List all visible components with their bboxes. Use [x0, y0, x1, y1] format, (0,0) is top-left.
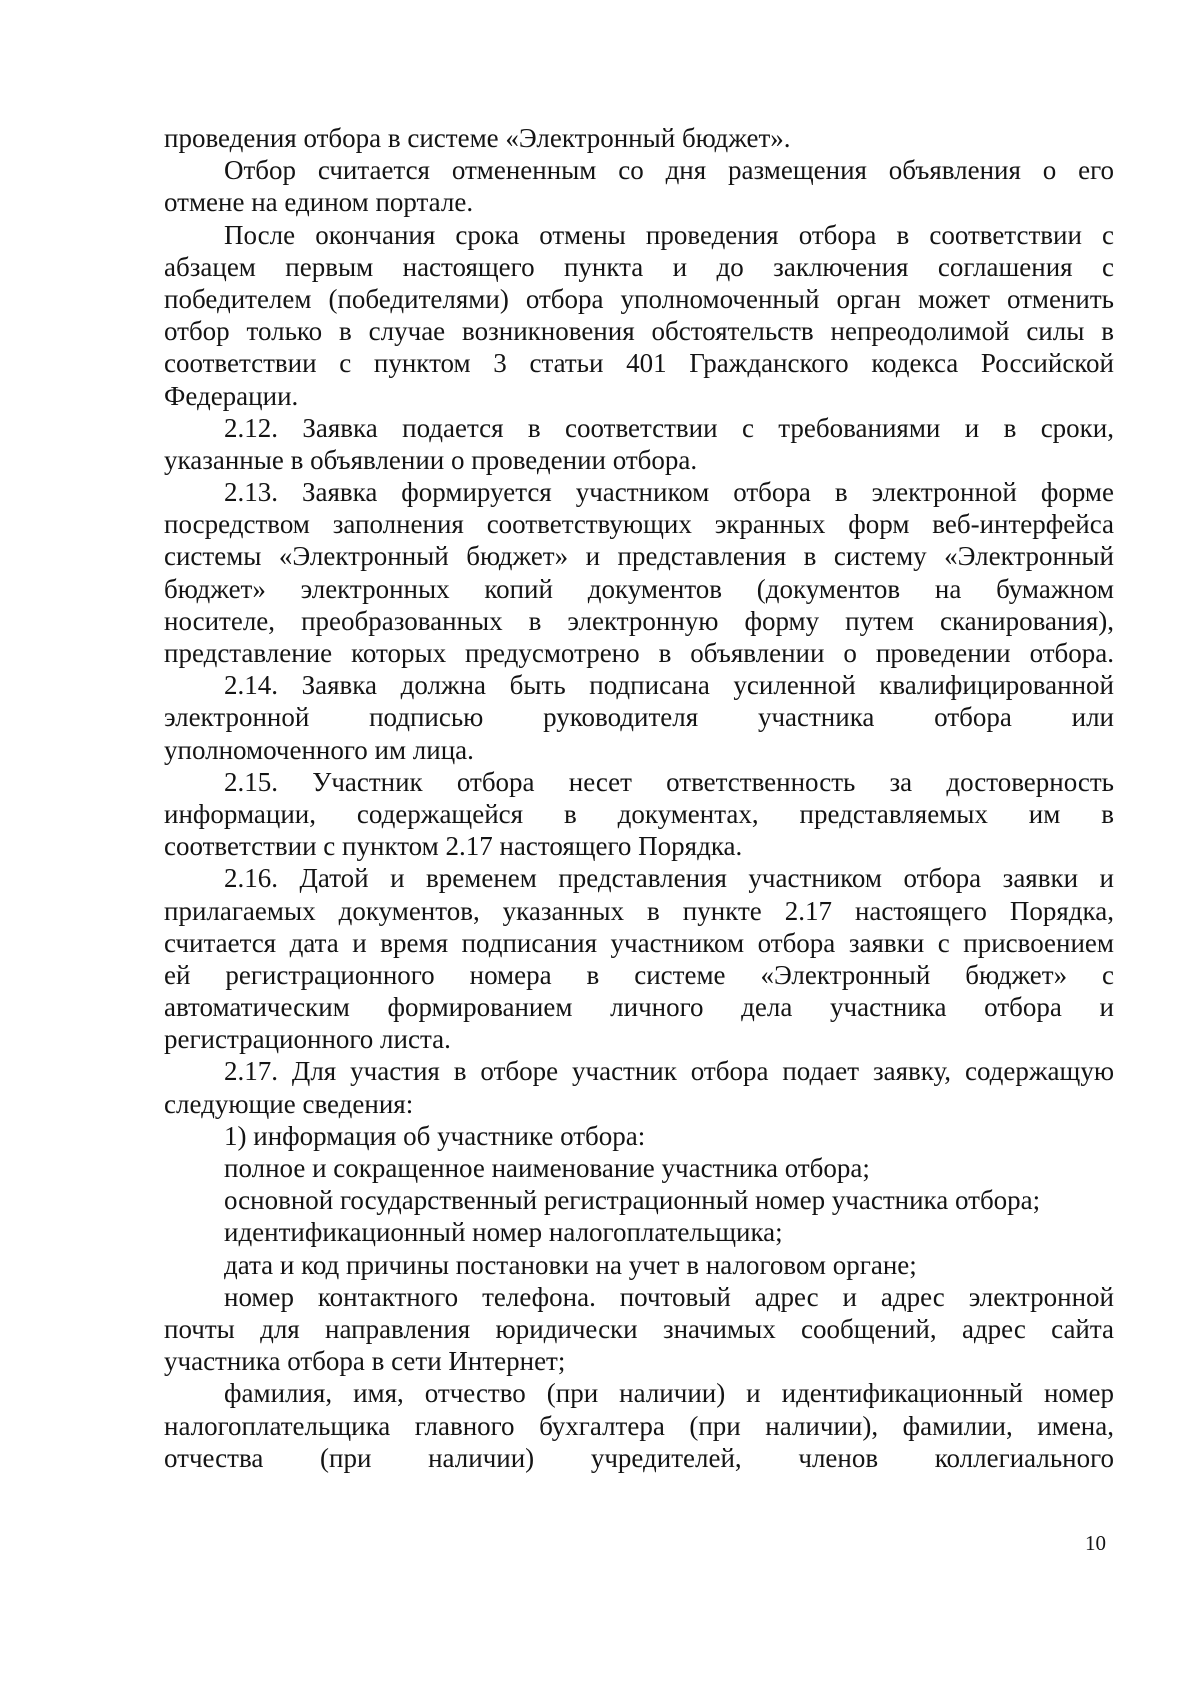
- text-line: номер контактного телефона. почтовый адрес и адрес электронной: [224, 1281, 1114, 1312]
- text-line: Отбор считается отмененным со дня размещения объявления о его: [224, 155, 1114, 186]
- text-line: абзацем первым настоящего пункта и до заключения соглашения с: [164, 251, 1114, 282]
- text-line: 2.12. Заявка подается в соответствии с требованиями и в сроки,: [224, 412, 1114, 443]
- text-line: прилагаемых документов, указанных в пункте 2.17 настоящего Порядка,: [164, 895, 1114, 926]
- body-text: [164, 122, 1114, 1474]
- text-line: Федерации.: [164, 380, 299, 411]
- text-line: После окончания срока отмены проведения отбора в соответствии с: [224, 219, 1114, 250]
- text-line: 2.15. Участник отбора несет ответственность за достоверность: [224, 766, 1114, 797]
- text-line: 2.13. Заявка формируется участником отбора в электронной форме: [224, 477, 1114, 508]
- text-line: отмене на едином портале.: [164, 187, 474, 218]
- text-line: уполномоченного им лица.: [164, 734, 474, 765]
- text-line: основной государственный регистрационный номер участника отбора;: [224, 1185, 1041, 1216]
- text-line: идентификационный номер налогоплательщика;: [224, 1217, 783, 1248]
- text-line: полное и сокращенное наименование участника отбора;: [224, 1153, 870, 1183]
- text-line: указанные в объявлении о проведении отбора.: [164, 444, 698, 475]
- text-line: считается дата и время подписания участником отбора заявки с присвоением: [164, 927, 1114, 958]
- text-line: следующие сведения:: [164, 1088, 414, 1119]
- text-line: отбор только в случае возникновения обстоятельств непреодолимой силы в: [164, 316, 1114, 347]
- text-line: носителе, преобразованных в электронную форму путем сканирования),: [164, 605, 1114, 636]
- text-line: регистрационного листа.: [164, 1024, 451, 1055]
- text-line: почты для направления юридически значимых сообщений, адрес сайта: [164, 1313, 1114, 1344]
- text-line: 1) информация об участнике отбора:: [224, 1120, 646, 1151]
- text-line: отчества (при наличии) учредителей, членов коллегиального: [164, 1442, 1114, 1473]
- text-line: 2.14. Заявка должна быть подписана усиленной квалифицированной: [224, 670, 1114, 701]
- text-line: соответствии с пунктом 3 статьи 401 Гражданского кодекса Российской: [164, 348, 1114, 379]
- text-line: победителем (победителями) отбора уполномоченный орган может отменить: [164, 283, 1114, 314]
- text-line: соответствии с пунктом 2.17 настоящего Порядка.: [164, 831, 743, 862]
- text-line: посредством заполнения соответствующих экранных форм веб-интерфейса: [164, 509, 1114, 540]
- text-line: бюджет» электронных копий документов (документов на бумажном: [164, 573, 1114, 604]
- text-line: информации, содержащейся в документах, представляемых им в: [164, 798, 1114, 829]
- text-line: дата и код причины постановки на учет в налоговом органе;: [224, 1249, 917, 1280]
- text-line: электронной подписью руководителя участника отбора или: [164, 702, 1114, 733]
- text-line: фамилия, имя, отчество (при наличии) и идентификационный номер: [224, 1378, 1114, 1409]
- text-line: автоматическим формированием личного дела участника отбора и: [164, 992, 1114, 1023]
- text-line: 2.16. Датой и временем представления участником отбора заявки и: [224, 863, 1114, 894]
- text-line: 2.17. Для участия в отборе участник отбора подает заявку, содержащую: [224, 1056, 1114, 1087]
- text-line: налогоплательщика главного бухгалтера (при наличии), фамилии, имена,: [164, 1410, 1114, 1441]
- text-line: участника отбора в сети Интернет;: [164, 1346, 566, 1377]
- text-line: представление которых предусмотрено в объявлении о проведении отбора.: [164, 638, 1114, 668]
- text-line: ей регистрационного номера в системе «Электронный бюджет» с: [164, 959, 1114, 990]
- text-line: системы «Электронный бюджет» и представления в систему «Электронный: [164, 541, 1114, 572]
- text-line: проведения отбора в системе «Электронный бюджет».: [164, 123, 791, 153]
- page-number: 10: [1085, 1531, 1106, 1555]
